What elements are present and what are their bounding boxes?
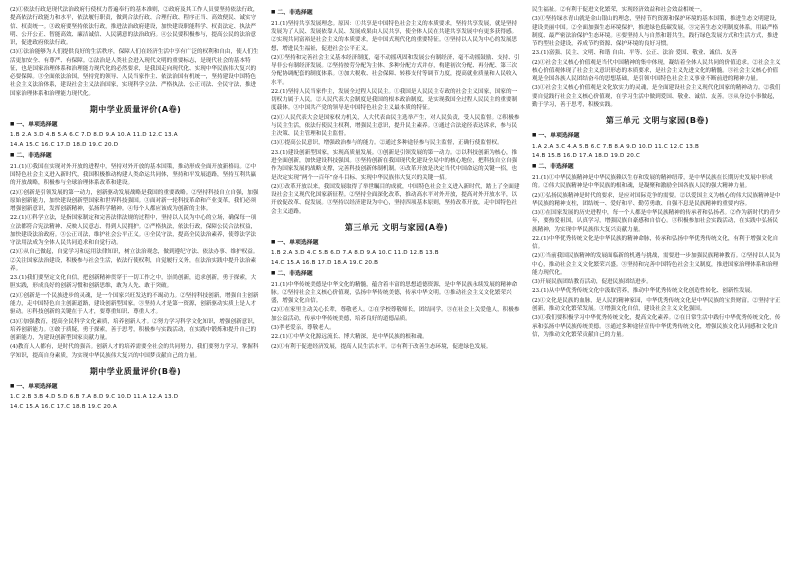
paragraph: (2)①从自己做起，自觉学习和运用法律知识，树立法治观念，做到遵纪守法、依法办事、维护权益。②关注国家法治建设，积极参与社会生活，依法行使权利，自觉履行义务，在法治实践中提升法治素养。 (10, 249, 259, 272)
paragraph: (2)①改革开放以来，我国发展取得了举世瞩目的成就，中国特色社会主义进入新时代，踏上了全面建设社会主义现代化国家新征程。②坚持全面深化改革，推动高水平对外开放，提高对外开放水平，以开放促改革、促发展。③坚持以经济建设为中心，坚持四项基本原则，坚持改革开放，走中国特色社会主义道路。 (271, 183, 520, 215)
paragraph: (3)①社会主义核心价值观是文化软实力的灵魂，是全面建设社会主义现代化国家的精神动力。②我们要自觉践行社会主义核心价值观，在学习生活中做到爱国、敬业、诚信、友善。③从身边小事做起，勤于学习，善于思考，积极实践。 (532, 85, 781, 108)
paragraph: (4)教育人人都有，是时代的强音。创新人才的培养需要全社会的共同努力，我们要努力学习，掌握科学知识，提高自身素质，为实现中华民族伟大复兴的中国梦贡献自己的力量。 (10, 344, 259, 359)
paragraph: (3)①在国家发展的历史进程中，每一个人都是中华民族精神的传承者和弘扬者。②作为新时代的青少年，要热爱祖国，认真学习，增强民族自豪感和自信心。③积极参加社会实践活动，在实践中弘扬民族精神，为实现中华民族伟大复兴贡献力量。 (532, 210, 781, 233)
answer-row: 1.A 2.A 3.C 4.A 5.B 6.C 7.B 8.A 9.D 10.D 11.C 12.C 13.B (532, 143, 700, 150)
section-label: ■ 一、单项选择题 (10, 121, 261, 130)
answer-row: 1.B 2.A 3.D 4.C 5.B 6.D 7.A 8.D 9.A 10.C 11.D 12.B 13.B (271, 250, 439, 257)
section-label: ■ 二、非选择题 (271, 270, 522, 279)
paragraph: 21.(1)①我国在实现对外开放的进程中，坚持对外开放的基本国策，推动形成全面开放新格局。②中国特色社会主义进入新时代，我国积极推动构建人类命运共同体，坚持和平发展道路，坚持互利共赢的开放战略，积极参与全球治理体系改革和建设。 (10, 163, 257, 187)
answer-row: 1.C 2.B 3.B 4.D 5.D 6.B 7.A 8.D 9.C 10.D 11.A 12.A 13.D (10, 394, 179, 401)
section-label: ■ 二、非选择题 (532, 163, 783, 172)
paragraph: (2)①在家里主动关心长辈，尊敬老人。②在学校尊敬师长，团结同学。③在社会上关爱他人，积极参加公益活动，传承中华传统美德，培养良好的道德品质。 (271, 307, 520, 322)
paragraph: (2)①文化是民族的血脉，是人民的精神家园，中华优秀传统文化是中华民族的宝贵财富。②坚持守正创新，推动文化繁荣发展。③增强文化自信，建设社会主义文化强国。 (532, 297, 781, 312)
paragraph: (2)①创新是一个民族进步的灵魂，是一个国家兴旺发达的不竭动力。②坚持科技创新，增强自主创新能力，走中国特色自主创新道路，建设创新型国家。③坚持人才是第一资源，创新驱动实质上是人才驱动。④科技创新的关键在于人才，要尊重知识、尊重人才。 (10, 292, 259, 316)
paragraph: (2)①弘扬民族精神是时代的要求，是应对国际竞争的需要。②以爱国主义为核心的伟大民族精神是中华民族的精神支柱，团结统一、爱好和平、勤劳勇敢、自强不息是民族精神的重要内容。 (532, 192, 781, 207)
exam-title-midterm-b: 期中学业质量评价(B卷) (89, 366, 182, 376)
column-right (532, 6, 783, 555)
paragraph: (2)①依法行政是现代法治政府行使权力普遍奉行的基本准则，②政府及其工作人员要坚持依法行政，提高依法行政能力和水平，依法履行职责，做到合法行政、合理行政、程序正当、高效便民、诚实守信、权责统一。③政府要坚持依法行政，推进法治政府建设，加快建设职能科学、权责法定、执法严明、公开公正、智能高效、廉洁诚信、人民满意的法治政府。④公民要积极参与，提高公民的法治意识，促进政府依法行政。 (10, 7, 259, 47)
paragraph: (2)①坚持和完善社会主义基本经济制度，毫不动摇巩固和发展公有制经济，毫不动摇鼓励、支持、引导非公有制经济发展。②坚持按劳分配为主体、多种分配方式并存，构建初次分配、再分配、第三次分配协调配套的制度体系。③加大税收、社会保障、转移支付等调节力度，提高就业质量和人民收入水平。 (271, 54, 520, 86)
paragraph: 23.(1)富强、民主、文明、和谐 自由、平等、公正、法治 爱国、敬业、诚信、友善 (532, 50, 737, 57)
answer-row: 14.A 15.C 16.C 17.D 18.D 19.C 20.D (10, 141, 119, 148)
unit-title-3b: 第三单元 文明与家园(B卷) (605, 116, 710, 126)
paragraph: (2)①当前我国民族精神的发展面临新的机遇与挑战，需要进一步加强民族精神教育。②坚持以人民为中心，推动社会主义文化繁荣兴盛。③坚持和完善中国特色社会主义制度，推进国家治理体系和治理能力现代化。 (532, 253, 781, 276)
paragraph: (2)①人民代表大会是国家权力机关，人大代表由民主选举产生，对人民负责，受人民监督。②积极参与民主生活，依法行使民主权利，增强民主意识，提升民主素养。③通过合法途径表达诉求，参与民主决策、民主管理和民主监督。 (271, 114, 520, 138)
section-label: ■ 一、单项选择题 (10, 383, 261, 392)
paragraph: (2)①有利于促进经济发展，提高人民生活水平。②有利于改善生态环境，促进绿色发展。 (271, 343, 492, 350)
section-label: ■ 二、非选择题 (271, 9, 522, 18)
unit-title-3a: 第三单元 文明与家园(A卷) (344, 222, 449, 232)
answer-row: 1.B 2.A 3.D 4.B 5.A 6.C 7.D 8.D 9.A 10.A 11.D 12.C 13.A (10, 132, 178, 139)
paragraph: (3)①我们要积极学习中华优秀传统文化，提高文化素养。②在日常生活中践行中华优秀传统文化，传承和弘扬中华民族传统美德。③通过多种途径宣传中华优秀传统文化，增强民族文化认同感和文化自信，为推动文化繁荣贡献自己的力量。 (532, 315, 781, 338)
paragraph: 22.(1)坚持人民当家作主，发展全过程人民民主。①我国是人民民主专政的社会主义国家，国家的一切权力属于人民。②人民代表大会制度是我国的根本政治制度，是实现我国全过程人民民主的重要制度载体。③中国共产党的领导是中国特色社会主义最本质的特征。 (271, 88, 518, 112)
section-label: ■ 一、单项选择题 (271, 239, 522, 248)
paragraph: 22.(1)①中华文化源远流长、博大精深，是中华民族的根和魂。 (271, 334, 428, 341)
paragraph: (2)①社会主义核心价值观是当代中国精神的集中体现，凝结着全体人民共同的价值追求。②社会主义核心价值观体现了社会主义意识形态的本质要求，是社会主义先进文化的精髓。③社会主义核心价值观是全国各族人民团结奋斗的思想基础，是引领中国特色社会主义事业不断前进的精神力量。 (532, 59, 781, 83)
paragraph: (3)①提高公民意识，增强政治参与的能力。②通过多种途径参与民主监督，正确行使监督权。 (271, 140, 503, 147)
answer-row: 14.C 15.A 16.C 17.C 18.B 19.C 20.A (10, 403, 117, 410)
paragraph: (3)①加强教育，提高全民科学文化素质，培养创新人才。②努力学习科学文化知识，增强创新意识，培养创新能力。③敢于质疑，勇于探索，善于思考，积极参与实践活动，在实践中锻炼和提升自己的创新能力，为建设创新型国家贡献力量。 (10, 318, 259, 342)
answer-row: 14.C 15.A 16.B 17.D 18.A 19.C 20.B (271, 259, 379, 266)
paragraph: 23.(1)从中华优秀传统文化中汲取营养，推动中华优秀传统文化创造性转化、创新性发展。 (532, 288, 756, 295)
column-left (10, 6, 261, 555)
paragraph: 23.(1)建设创新型国家，实现高质量发展。①创新是引领发展的第一动力。②以科技创新为核心，推进全面创新，加快建设科技强国。③坚持创新在我国现代化建设全局中的核心地位，把科技自立自强作为国家发展的战略支撑，完善科技创新体制机制。④改革开放是决定当代中国命运的关键一招，也是决定实现“两个一百年”奋斗目标、实现中华民族伟大复兴的关键一招。 (271, 149, 518, 181)
answer-row: 14.B 15.B 16.D 17.A 18.D 19.D 20.C (532, 153, 641, 160)
paragraph: (3)开展民族团结教育活动，促进民族团结进步。 (532, 279, 652, 286)
section-label: ■ 二、非选择题 (10, 152, 261, 161)
paragraph: 21.(1)中华传统美德是中华文化的精髓，蕴含着丰富的思想道德资源，是中华民族永续发展的精神命脉。②坚持社会主义核心价值观，弘扬中华传统美德，传承中华文明。③推动社会主义文化繁荣兴盛，增强文化自信。 (271, 281, 518, 305)
section-label: ■ 一、单项选择题 (532, 132, 783, 141)
paragraph: (3)孝老爱亲，尊敬老人。 (271, 325, 335, 331)
paragraph: 21.(1)坚持共享发展理念。原因：①共享是中国特色社会主义的本质要求，坚持共享发展，就是坚持发展为了人民、发展依靠人民、发展成果由人民共享，使全体人民在共建共享发展中有更多获得感。②实现共同富裕是社会主义的本质要求，是中国式现代化的重要特征。③坚持以人民为中心的发展思想，增进民生福祉，促进社会公平正义。 (271, 20, 518, 52)
paragraph: 22.(1)①科学立法，是指国家制定和完善法律法规的过程中，坚持以人民为中心的立场，确保每一项立法都符合宪法精神、反映人民意志、得到人民拥护。②严格执法，依法行政，保障公民合法权益，加快建设法治政府。③公正司法，维护社会公平正义。④全民守法，提高全民法治素养，使尊法学法守法用法成为全体人民共同追求和自觉行动。 (10, 215, 257, 247)
paragraph: (2)①创新是引领发展的第一动力，创新驱动发展战略是我国的重要战略。②坚持科技自立自强，加强原始创新能力，加快建设创新型国家和世界科技强国。③面对新一轮科技革命和产业变革，我们必须增强创新意识，发挥创新精神，弘扬科学精神。④每个人都应该成为创新的主体。 (10, 189, 259, 213)
paragraph: 民生福祉。②有利于促进文化繁荣，实现经济效益和社会效益相统一。 (532, 7, 706, 13)
paragraph: (3)①法治能够为人们提供良好的生活秩序，保障人们在经济生活中享有广泛的权利和自由，使人们生活更加安全、有尊严、有保障。②法治是人类社会进入现代文明的重要标志，是现代社会的基本特征，也是国家治理体系和治理能力现代化的必然要求，是我国走向现代化、实现中华民族伟大复兴的必要保障。③全面依法治国，坚持党的领导、人民当家作主、依法治国有机统一，坚持建设中国特色社会主义法治体系，建设社会主义法治国家，实现科学立法、严格执法、公正司法、全民守法，推进国家治理体系和治理能力现代化。 (10, 49, 259, 97)
paragraph: 22.(1)中华优秀传统文化是中华民族的精神命脉，传承和弘扬中华优秀传统文化，有利于增强文化自信。 (532, 235, 779, 251)
paragraph: (3)①坚持绿水青山就是金山银山的理念，坚持节约资源和保护环境的基本国策，推进生态文明建设，建设美丽中国。②全面加强生态环境保护，推进绿色低碳发展。③完善生态文明制度体系，用最严格制度、最严密法治保护生态环境。④要坚持人与自然和谐共生，践行绿色发展方式和生活方式，推进节约型社会建设，养成节约资源、保护环境的良好习惯。 (532, 16, 781, 48)
paragraph: 23.(1)我们要坚定文化自信，把创新精神贯穿于一切工作之中，崇尚创新，追求创新，勇于探索，大胆实践，形成良好的创新习惯和创新思维，敢为人先、敢于突破。 (10, 275, 257, 290)
exam-title-midterm-a: 期中学业质量评价(A卷) (89, 104, 182, 114)
column-middle (271, 6, 522, 555)
paragraph: 21.(1)①中华民族精神是中华民族赖以生存和发展的精神纽带，是中华民族在长期历史发展中形成的。②伟大民族精神是中华民族的根和魂，是凝聚和激励全国各族人民的强大精神力量。 (532, 175, 773, 190)
